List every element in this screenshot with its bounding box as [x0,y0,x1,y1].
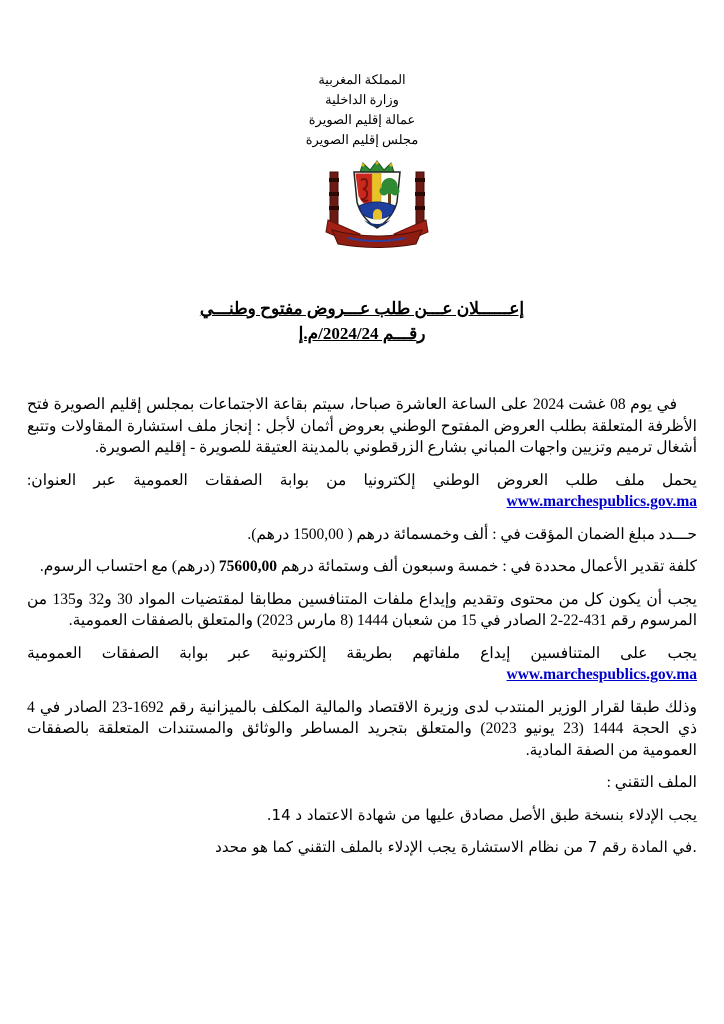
paragraph-electronic-submission [27,643,697,686]
header-line-ministry: وزارة الداخلية [325,92,399,107]
title-line-1: إعــــــلان عـــن طلب عـــروض مفتوح وطنـــي [199,299,525,318]
document-body [27,394,697,859]
header-line-prefecture: عمالة إقليم الصويرة [308,112,416,127]
essaouira-coat-of-arms-icon [318,158,436,252]
title-line-2: رقـــم 2024/24/م.إ [298,324,426,343]
paragraph-minister-order: وذلك طبقا لقرار الوزير المنتدب لدى وزيرة الاقتصاد والمالية المكلف بالميزانية رقم 1692-23 الصادر في 4 ذي الحجة 1444 (23 يونيو 2023) والمتعلق بتجريد المساطر والوثائق والمستندات المتعلقة بالصفقات العمومية من الصفة المادية. [27,698,697,759]
cost-estimate-text-after: (درهم) مع احتساب الرسوم. [39,558,219,575]
header-line-council: مجلس إقليم الصويرة [305,132,419,147]
coat-of-arms-logo [0,158,724,252]
paragraph-certified-copy: يجب الإدلاء بنسخة طبق الأصل مصادق عليها من شهادة الاعتماد د 14. [266,805,697,824]
electronic-submission-text: يجب على المتنافسين إيداع ملفاتهم بطريقة إلكترونية عبر بوابة الصفقات العمومية [27,644,697,662]
paragraph-cost-estimate [27,556,697,578]
paragraph-decree-compliance: يجب أن يكون كل من محتوى وتقديم وإيداع ملفات المتنافسين مطابقا لمقتضيات المواد 30 و32 و135 من المرسوم رقم 431-22-2 الصادر في 15 من شعبان 1444 (8 مارس 2023) والمتعلق بالصفقات العمومية. [27,590,697,629]
paragraph-article-7: .في المادة رقم 7 من نظام الاستشارة يجب الإدلاء بالملف التقني كما هو محدد [215,838,697,856]
download-notice-text: يحمل ملف طلب العروض الوطني إلكترونيا من بوابة الصفقات العمومية عبر العنوان: [27,471,697,489]
technical-file-heading: الملف التقني : [606,774,697,791]
announcement-title [0,296,724,346]
cost-estimate-text-before: كلفة تقدير الأعمال محددة في : خمسة وسبعون ألف وستمائة درهم [277,558,697,575]
document-header [0,0,724,150]
marchespublics-portal-link-2[interactable]: www.marchespublics.gov.ma [506,666,697,683]
header-line-kingdom: المملكة المغربية [318,72,406,87]
marchespublics-portal-link[interactable]: www.marchespublics.gov.ma [506,493,697,510]
paragraph-download-notice [27,470,697,513]
cost-estimate-amount: 75600,00 [218,558,277,575]
paragraph-opening-session: في يوم 08 غشت 2024 على الساعة العاشرة صباحا، سيتم بقاعة الاجتماعات بمجلس إقليم الصويرة فتح الأظرفة المتعلقة بطلب العروض المفتوح الوطني بعروض أثمان لأجل : إنجاز ملف استشارة المقاولات وتتبع أشغال ترميم وتزيين واجهات المباني بشارع الزرقطوني بالمدينة العتيقة للصويرة - إقليم الصويرة. [27,396,697,456]
paragraph-provisional-guarantee: حـــدد مبلغ الضمان المؤقت في : ألف وخمسمائة درهم ( 1500,00 درهم). [247,525,697,543]
